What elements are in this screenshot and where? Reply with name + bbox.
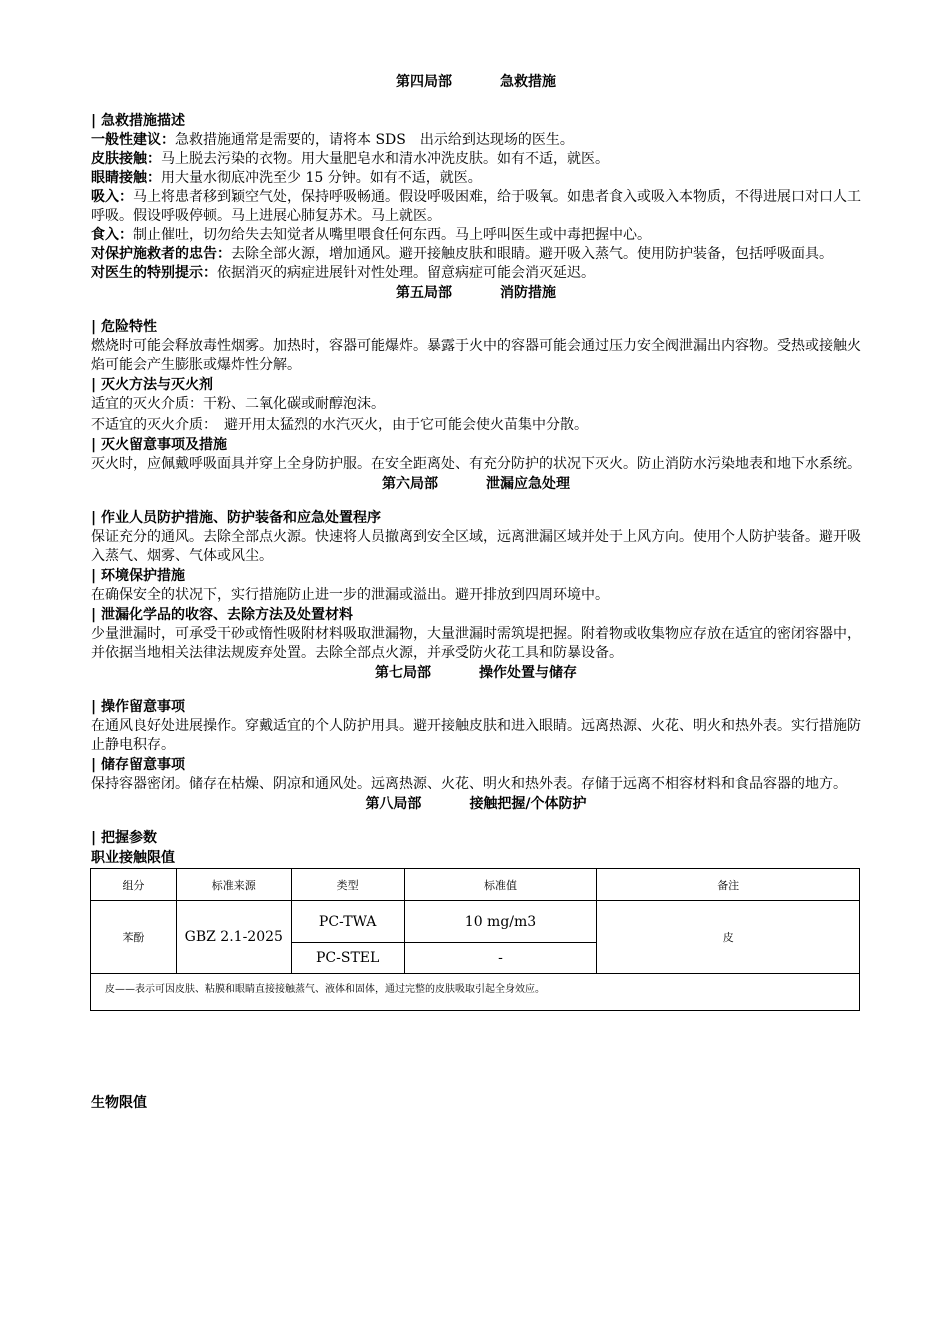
paragraph-inhalation	[91, 188, 861, 226]
table-note-row	[91, 974, 860, 1011]
label: 皮肤接触：	[91, 151, 161, 167]
section-4-title	[91, 72, 861, 92]
subsection-heading: | 储存留意事项	[91, 757, 185, 773]
paragraph: 在确保安全的状况下，实行措施防止进一步的泄漏或溢出。避开排放到四周环境中。	[91, 587, 609, 603]
section-number: 第八局部	[365, 796, 422, 812]
section-name: 泄漏应急处理	[486, 476, 570, 492]
label: 眼睛接触：	[91, 170, 161, 186]
section-number: 第七局部	[375, 665, 431, 681]
type-cell: PC-TWA	[291, 901, 404, 943]
subsection-heading: | 灭火留意事项及措施	[91, 437, 227, 453]
paragraph: 不适宜的灭火介质： 避开用太猛烈的水汽灭火，由于它可能会使火苗集中分散。	[91, 417, 588, 433]
paragraph: 在通风良好处进展操作。穿戴适宜的个人防护用具。避开接触皮肤和进入眼睛。远离热源、火花、明火和热外表。实行措施防止静电积存。	[91, 718, 861, 753]
section-6-title	[91, 474, 861, 494]
table-header-row	[91, 869, 860, 901]
header-cell: 组分	[91, 869, 177, 901]
section-name: 急救措施	[500, 74, 556, 90]
subsection-heading: | 作业人员防护措施、防护装备和应急处置程序	[91, 510, 381, 526]
text: 制止催吐，切勿给失去知觉者从嘴里喂食任何东西。马上呼叫医生或中毒把握中心。	[133, 227, 651, 243]
subsection-heading: | 操作留意事项	[91, 699, 185, 715]
section-number: 第四局部	[396, 74, 452, 90]
paragraph: 保证充分的通风。去除全部点火源。快速将人员撤离到安全区域，远离泄漏区域并处于上风方向。使用个人防护装备。避开吸入蒸气、烟雾、气体或风尘。	[91, 529, 861, 564]
paragraph: 灭火时，应佩戴呼吸面具并穿上全身防护服。在安全距离处、有充分防护的状况下灭火。防止消防水污染地表和地下水系统。	[91, 456, 861, 472]
section-name: 操作处置与储存	[479, 665, 577, 681]
label: 食入：	[91, 227, 133, 243]
section-8-title	[91, 794, 861, 814]
paragraph-skin-contact	[91, 150, 861, 169]
label: 对保护施救者的忠告：	[91, 246, 231, 262]
text: 急救措施通常是需要的，请将本 SDS 出示给到达现场的医生。	[175, 132, 574, 148]
value-cell: 10 mg/m3	[404, 901, 597, 943]
table-note: 皮——表示可因皮肤、粘膜和眼睛直接接触蒸气、液体和固体，通过完整的皮肤吸取引起全身效应。	[91, 974, 860, 1011]
section-number: 第六局部	[382, 476, 438, 492]
header-cell: 类型	[291, 869, 404, 901]
table-row	[91, 901, 860, 943]
subsection-heading: | 把握参数	[91, 830, 157, 846]
label: 对医生的特别提示：	[91, 265, 217, 281]
label: 吸入：	[91, 189, 133, 205]
section-name: 接触把握/个体防护	[469, 796, 587, 812]
section-number: 第五局部	[396, 285, 452, 301]
section-7-title	[91, 663, 861, 683]
subsection-heading: | 泄漏化学品的收容、去除方法及处置材料	[91, 607, 353, 623]
text: 依据消灭的病症进展针对性处理。留意病症可能会消灭延迟。	[217, 265, 595, 281]
header-cell: 标准值	[404, 869, 597, 901]
subsection-heading: | 危险特性	[91, 319, 157, 335]
paragraph-rescuer-advice	[91, 245, 861, 264]
text: 马上将患者移到颖空气处，保持呼吸畅通。假设呼吸困难，给于吸氧。如患者食入或吸入本物质，不得进展口对口人工呼吸。假设呼吸停顿。马上进展心肺复苏术。马上就医。	[91, 189, 861, 224]
text: 用大量水彻底冲洗至少 15 分钟。如有不适，就医。	[161, 170, 482, 186]
paragraph: 燃烧时可能会释放毒性烟雾。加热时，容器可能爆炸。暴露于火中的容器可能会通过压力安全阀泄漏出内容物。受热或接触火焰可能会产生膨胀或爆炸性分解。	[91, 338, 861, 373]
exposure-limits-table	[90, 868, 860, 1011]
section-5-title	[91, 283, 861, 303]
subsection-heading: 职业接触限值	[91, 850, 175, 866]
paragraph: 适宜的灭火介质：干粉、二氧化碳或耐醇泡沫。	[91, 396, 385, 412]
component-cell: 苯酚	[91, 901, 177, 974]
value-cell: -	[404, 943, 597, 974]
remark-cell: 皮	[597, 901, 860, 974]
subsection-heading: | 环境保护措施	[91, 568, 185, 584]
text: 马上脱去污染的衣物。用大量肥皂水和清水冲洗皮肤。如有不适，就医。	[161, 151, 609, 167]
paragraph: 保持容器密闭。储存在枯燥、阴凉和通风处。远离热源、火花、明火和热外表。存储于远离不相容材料和食品容器的地方。	[91, 776, 847, 792]
section-name: 消防措施	[500, 285, 556, 301]
source-cell: GBZ 2.1-2025	[176, 901, 291, 974]
subsection-heading: | 灭火方法与灭火剂	[91, 377, 213, 393]
paragraph-general-advice	[91, 131, 861, 150]
paragraph-eye-contact	[91, 169, 861, 188]
header-cell: 备注	[597, 869, 860, 901]
paragraph-ingestion	[91, 226, 861, 245]
biological-limits-heading: 生物限值	[91, 1095, 147, 1111]
paragraph: 少量泄漏时，可承受干砂或惰性吸附材料吸取泄漏物，大量泄漏时需筑堤把握。附着物或收集物应存放在适宜的密闭容器中，并依据当地相关法律法规废弃处置。去除全部点火源，并承受防火花工具和防暴设备。	[91, 626, 861, 661]
text: 去除全部火源，增加通风。避开接触皮肤和眼睛。避开吸入蒸气。使用防护装备，包括呼吸面具。	[231, 246, 833, 262]
document-page	[91, 72, 861, 1011]
paragraph-doctor-note	[91, 264, 861, 283]
header-cell: 标准来源	[176, 869, 291, 901]
type-cell: PC-STEL	[291, 943, 404, 974]
label: 一般性建议：	[91, 132, 175, 148]
subsection-heading: | 急救措施描述	[91, 113, 185, 129]
